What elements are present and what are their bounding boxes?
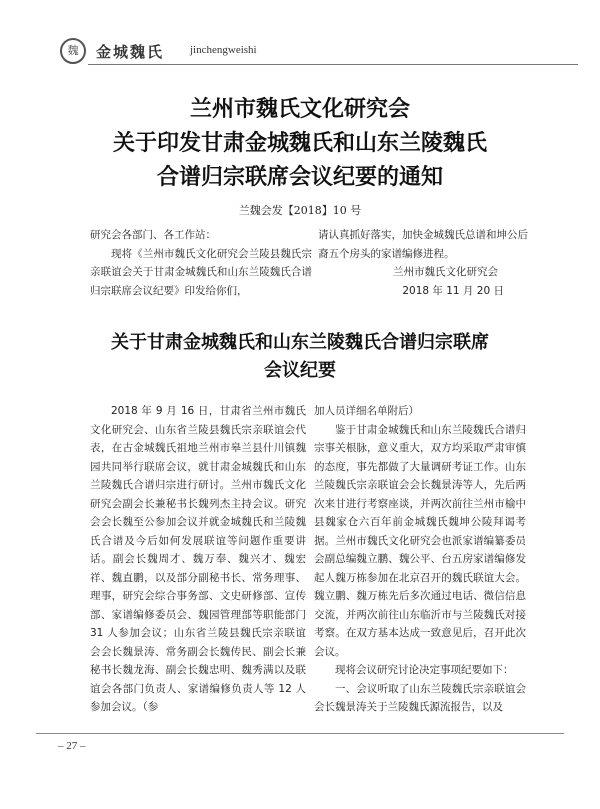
header-name-en: jinchengweishi <box>190 44 257 56</box>
page-header <box>52 38 572 64</box>
notice-title-line-3: 合谱归宗联席会议纪要的通知 <box>156 165 443 190</box>
minutes-paragraph: 一、会议听取了山东兰陵魏氏宗亲联谊会会长魏景涛关于兰陵魏氏源流报告，以及 <box>314 682 526 713</box>
minutes-paragraph-continued: 加人员详细名单附后） <box>314 405 419 417</box>
notice-date: 2018 年 11 月 20 日 <box>402 284 504 297</box>
notice-title-line-1: 兰州市魏氏文化研究会 <box>189 97 410 122</box>
document-number: 兰魏会发【2018】10 号 <box>238 204 362 217</box>
minutes-right-column <box>314 402 526 717</box>
notice-signature: 兰州市魏氏文化研究会 <box>393 266 498 278</box>
minutes-left-column <box>90 402 306 717</box>
notice-right-column <box>318 226 528 300</box>
notice-title-line-2: 关于印发甘肃金城魏氏和山东兰陵魏氏 <box>112 131 487 156</box>
notice-paragraph: 现将《兰州市魏氏文化研究会兰陵县魏氏宗亲联谊会关于甘肃金城魏氏和山东兰陵魏氏合谱归宗联席会议纪要》印发给你们， <box>90 247 312 297</box>
footer-rule <box>36 733 564 734</box>
notice-salutation: 研究会各部门、各工作站： <box>90 229 216 241</box>
page-number: – 27 – <box>58 740 86 752</box>
minutes-paragraph: 现将会议研究讨论决定事项纪要如下： <box>335 664 514 676</box>
minutes-title-line-1: 关于甘肃金城魏氏和山东兰陵魏氏合谱归宗联席 <box>111 332 489 353</box>
logo-seal-icon: 魏 <box>60 38 86 64</box>
minutes-title-line-2: 会议纪要 <box>264 360 336 381</box>
header-rule <box>88 64 578 65</box>
minutes-paragraph: 2018 年 9 月 16 日，甘肃省兰州市魏氏文化研究会、山东省兰陵县魏氏宗亲联谊会代表，在古金城魏氏祖地兰州市皋兰县什川镇魏园共同举行联席会议，就甘肃金城魏氏和山东兰陵魏氏合谱归宗进行研讨。兰州市魏氏文化研究会副会长兼秘书长魏列杰主持会议。研究会会长魏至公参加会议并就金城魏氏和兰陵魏氏合谱及今后如何发展联谊等问题作重要讲话。副会长魏周才、魏万奉、魏兴才、魏宏祥、魏直鹏，以及部分副秘书长、常务理事、理事，研究会综合事务部、文史研修部、宣传部、家谱编修委员会、魏园管理部等职能部门 31 人参加会议；山东省兰陵县魏氏宗亲联谊会会长魏景涛、常务副会长魏传民、副会长兼秘书长魏龙海、副会长魏忠明、魏秀满以及联谊会各部门负责人、家谱编修负责人等 12 人参加会议。（参 <box>90 405 306 713</box>
notice-paragraph-continued: 请认真抓好落实，加快金城魏氏总谱和坤公后裔五个房头的家谱编修进程。 <box>318 229 528 260</box>
notice-left-column <box>90 226 312 300</box>
header-name-cn: 金城魏氏 <box>96 43 165 61</box>
minutes-paragraph: 鉴于甘肃金城魏氏和山东兰陵魏氏合谱归宗事关根脉，意义重大，双方均采取严肃审慎的态度，事先都做了大量调研考证工作。山东兰陵魏氏宗亲联谊会会长魏景涛等人，先后两次来甘进行考察座谈，并两次前往兰州市榆中县魏家仓六百年前金城魏氏魏坤公陵拜谒考据。兰州市魏氏文化研究会也派家谱编纂委员会副总编魏立鹏、魏公平、台五房家谱编修发起人魏万栋参加在北京召开的魏氏联谊大会。魏立鹏、魏万栋先后多次通过电话、微信信息交流，并两次前往山东临沂市与兰陵魏氏对接考察。在双方基本达成一致意见后，召开此次会议。 <box>314 423 526 658</box>
